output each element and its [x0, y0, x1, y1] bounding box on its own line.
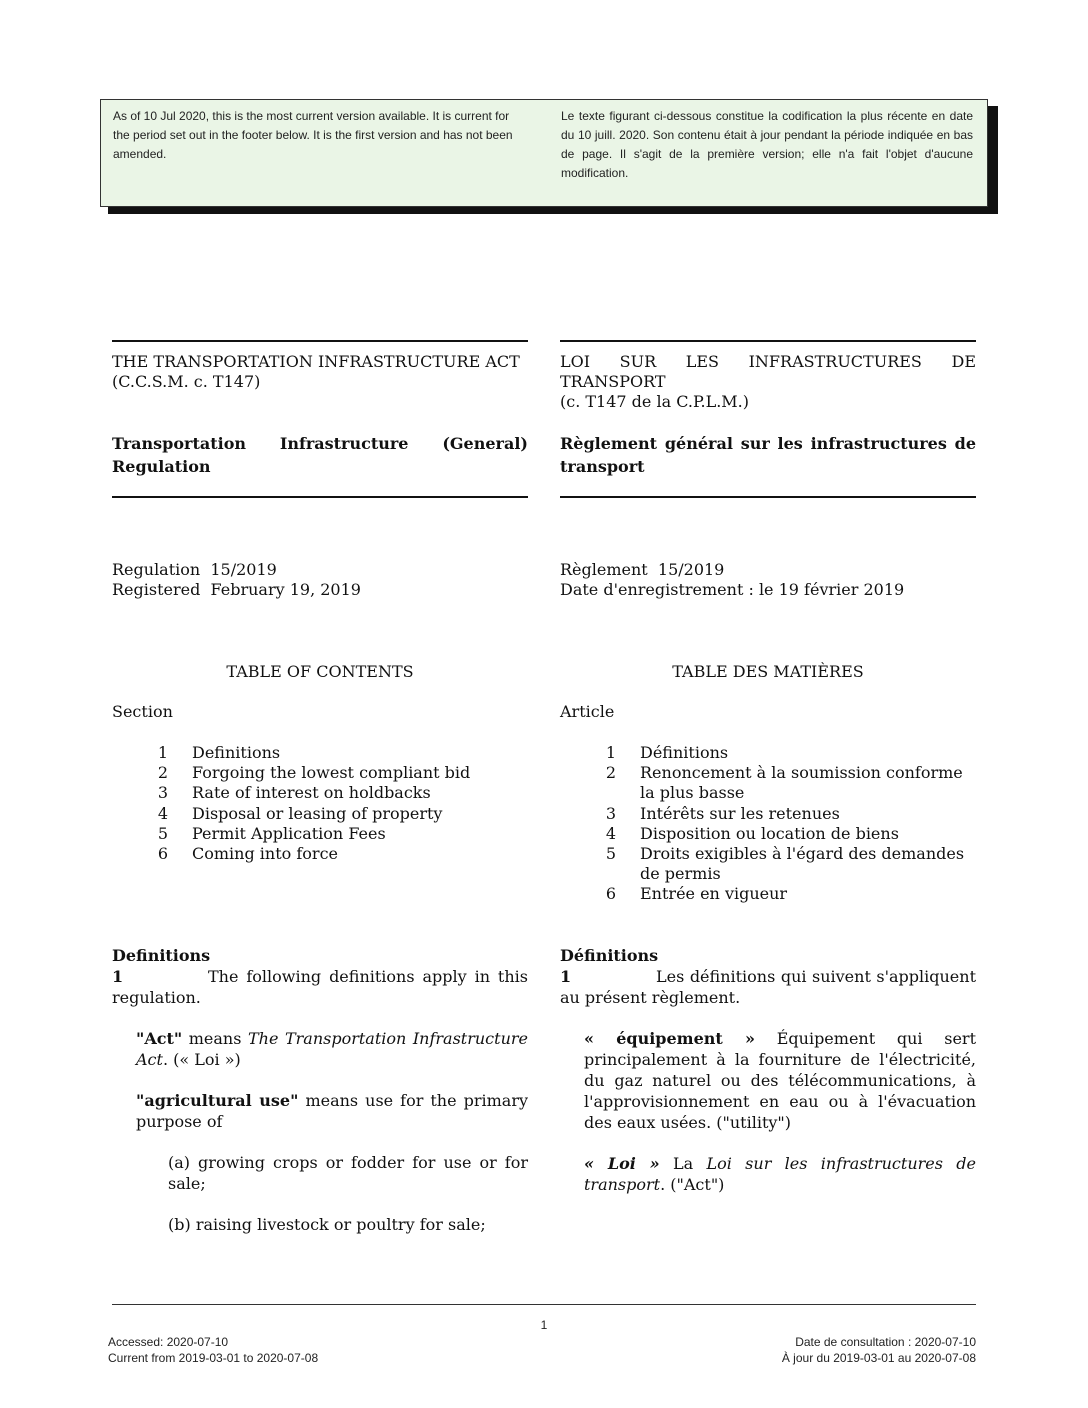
toc-item-title: Définitions — [640, 743, 729, 762]
accessed-date: Accessed: 2020-07-10 — [108, 1335, 229, 1349]
act-citation-fr: (c. T147 de la C.P.L.M.) — [560, 392, 749, 411]
act-title-italic: The Transportation Infrastructure Act — [136, 1029, 528, 1069]
act-title-en: THE TRANSPORTATION INFRASTRUCTURE ACT — [112, 352, 520, 371]
toc-list-fr — [560, 743, 976, 905]
act-heading-fr — [560, 352, 976, 412]
page-number: 1 — [540, 1318, 548, 1332]
definition-loi-fr — [584, 1153, 976, 1195]
section-1-intro-en — [112, 966, 528, 1008]
toc-item-title: Coming into force — [192, 844, 338, 864]
toc-item[interactable] — [560, 763, 976, 803]
toc-item-title: Forgoing the lowest compliant bid — [192, 763, 471, 783]
toc-item-number: 5 — [157, 823, 168, 843]
toc-item-number: 1 — [605, 743, 616, 762]
toc-item[interactable] — [112, 763, 528, 783]
definition-text: Équipement qui sert principalement à la fourniture de l'électricité, du gaz naturel ou des télécommunications, à l'approvisionnement en eau ou à l'évacuation des eaux usées. ("utility") — [584, 1029, 977, 1132]
toc-label-en: Section — [112, 702, 173, 721]
toc-item-number: 5 — [605, 844, 616, 864]
toc-heading-fr: TABLE DES MATIÈRES — [672, 662, 864, 681]
definition-clause-b-en: (b) raising livestock or poultry for sale; — [168, 1215, 486, 1234]
definitions-section-en — [112, 946, 528, 1235]
toc-item-title: Permit Application Fees — [192, 823, 386, 843]
act-title-fr: LOI SUR LES INFRASTRUCTURES DE TRANSPORT — [560, 352, 976, 391]
definitions-heading-en: Definitions — [112, 946, 211, 965]
toc-item[interactable] — [560, 884, 976, 904]
definition-connector: La — [659, 1154, 707, 1173]
section-number: 1 — [112, 967, 124, 986]
toc-item[interactable] — [560, 804, 976, 824]
registration-info-fr — [560, 560, 976, 600]
definitions-heading-fr: Définitions — [560, 946, 659, 965]
title-rule-top-fr — [560, 340, 976, 342]
definition-clause-a-en: (a) growing crops or fodder for use or for sale; — [168, 1153, 528, 1193]
definition-equipement-fr — [584, 1028, 976, 1133]
toc-item-title: Rate of interest on holdbacks — [192, 783, 431, 803]
footer-right — [700, 1334, 976, 1366]
consultation-date: Date de consultation : 2020-07-10 — [795, 1335, 976, 1349]
toc-item-number: 2 — [157, 763, 168, 783]
toc-item-title: Disposition ou location de biens — [640, 823, 899, 843]
toc-item-number: 4 — [605, 823, 616, 843]
definition-act-en — [136, 1028, 528, 1070]
toc-item-title: Droits exigibles à l'égard des demandes de permis — [640, 844, 965, 884]
footer-left — [108, 1334, 318, 1366]
section-1-intro-fr — [560, 966, 976, 1008]
toc-item-title: Definitions — [192, 743, 281, 762]
toc-item-number: 2 — [605, 763, 616, 783]
version-notice-french: Le texte figurant ci-dessous constitue la codification la plus récente en date du 10 juill. 2020. Son contenu était à jour pendant la période indiquée en bas de page. Il s'agit de la première version; elle n'a fait l'objet d'aucune modification. — [561, 109, 973, 180]
regulation-number-fr: Règlement 15/2019 — [560, 560, 725, 579]
title-rule-top-en — [112, 340, 528, 342]
toc-item[interactable] — [112, 804, 528, 824]
defined-term: « équipement » — [584, 1029, 755, 1048]
toc-item-title: Entrée en vigueur — [640, 884, 788, 904]
footer-rule — [112, 1304, 976, 1305]
english-equivalent: . ("Act") — [660, 1175, 725, 1194]
definitions-section-fr — [560, 946, 976, 1195]
toc-item[interactable] — [112, 844, 528, 864]
defined-term: « Loi » — [584, 1154, 660, 1173]
french-equivalent: . (« Loi ») — [162, 1050, 241, 1069]
toc-item-number: 6 — [157, 844, 168, 864]
regulation-title-en: Transportation Infrastructure (General) Regulation — [112, 434, 528, 476]
toc-item-number: 6 — [605, 884, 616, 904]
toc-item-number: 4 — [157, 803, 168, 823]
registered-date-en: Registered February 19, 2019 — [112, 580, 361, 599]
current-period: Current from 2019-03-01 to 2020-07-08 — [108, 1351, 319, 1365]
toc-item-number: 1 — [157, 743, 168, 762]
section-1-text-en: The following definitions apply in this regulation. — [112, 967, 528, 1007]
definition-agricultural-use-en — [136, 1090, 528, 1132]
toc-item-number: 3 — [157, 783, 168, 803]
version-notice-box — [100, 99, 988, 207]
toc-list-en — [112, 743, 528, 864]
registration-info-en — [112, 560, 528, 600]
a-jour-period: À jour du 2019-03-01 au 2020-07-08 — [781, 1351, 976, 1365]
regulation-title-fr: Règlement général sur les infrastructures de transport — [560, 434, 976, 476]
defined-term: "agricultural use" — [136, 1091, 299, 1110]
toc-item[interactable] — [560, 844, 976, 884]
act-citation-en: (C.C.S.M. c. T147) — [112, 372, 261, 391]
toc-item-title: Renoncement à la soumission conforme la plus basse — [640, 763, 963, 803]
toc-item-number: 3 — [605, 803, 616, 823]
toc-item-title: Disposal or leasing of property — [192, 803, 443, 823]
section-number: 1 — [560, 967, 572, 986]
toc-heading-en: TABLE OF CONTENTS — [226, 662, 414, 681]
act-title-italic: Loi sur les infrastructures de transport — [584, 1154, 976, 1194]
toc-item[interactable] — [560, 743, 976, 763]
toc-item[interactable] — [112, 824, 528, 844]
registered-date-fr: Date d'enregistrement : le 19 février 2019 — [560, 580, 905, 599]
title-rule-bottom-en — [112, 496, 528, 498]
toc-item[interactable] — [112, 783, 528, 803]
definition-connector: means — [182, 1029, 248, 1048]
defined-term: "Act" — [136, 1029, 183, 1048]
act-heading-en — [112, 352, 528, 392]
definition-text: means use for the primary purpose of — [136, 1091, 529, 1131]
version-notice-english: As of 10 Jul 2020, this is the most current version available. It is current for the period set out in the footer below. It is the first version and has not been amended. — [113, 109, 513, 161]
toc-item-title: Intérêts sur les retenues — [640, 803, 840, 823]
toc-label-fr: Article — [560, 702, 615, 721]
toc-item[interactable] — [112, 743, 528, 763]
title-rule-bottom-fr — [560, 496, 976, 498]
section-1-text-fr: Les définitions qui suivent s'appliquent au présent règlement. — [560, 967, 976, 1007]
regulation-number-en: Regulation 15/2019 — [112, 560, 277, 579]
toc-item[interactable] — [560, 824, 976, 844]
